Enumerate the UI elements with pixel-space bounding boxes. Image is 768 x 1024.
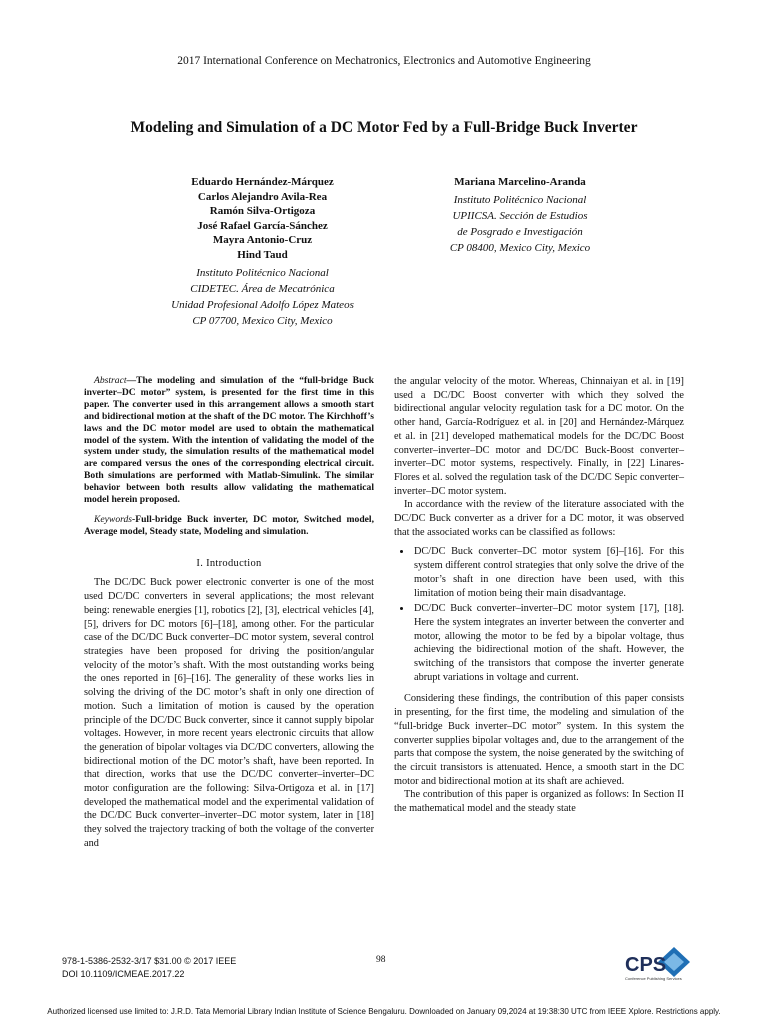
author-name: Hind Taud	[237, 248, 288, 261]
right-column	[394, 375, 684, 816]
cps-logo	[624, 945, 694, 983]
author-name: Eduardo Hernández-Márquez	[191, 176, 334, 188]
left-column	[84, 375, 374, 851]
author-name: José Rafael García-Sánchez	[197, 219, 328, 232]
bullet-item: • DC/DC Buck converter–inverter–DC motor system [17], [18]. Here the system integrates an inverter between the converter and motor, allowing the motor to be fed by a bipolar voltage, thus achieving the bidirectional motion of the shaft. However, the switching of the transistors that compose the inverter generate abrupt variations in voltage and current.	[412, 602, 684, 684]
authorization-notice: Authorized licensed use limited to: J.R.D. Tata Memorial Library Indian Institute of Science Bengaluru. Downloaded on January 09,2024 at 19:38:30 UTC from IEEE Xplore. Restrictions apply.	[47, 1007, 721, 1016]
affiliation-right	[420, 192, 620, 256]
author-name: Ramón Silva-Ortigoza	[209, 205, 316, 218]
author-name: Carlos Alejandro Avila-Rea	[197, 190, 328, 203]
affiliation-line: Instituto Politécnico Nacional	[196, 266, 329, 279]
keywords-label: Keywords	[94, 513, 133, 525]
isbn-line: 978-1-5386-2532-3/17 $31.00 © 2017 IEEE	[62, 956, 237, 966]
paragraph: Considering these findings, the contribution of this paper consists in presenting, for the first time, the modeling and simulation of the “full-bridge Buck inverter–DC motor” system. In this system the converter supplies bipolar voltages and, due to the arrangement of the parts that compose the system, the noise generated by the switching of the circuit transistors is attenuated. Hence, a smooth start in the DC motor and bidirectional motion at its shaft are achieved.	[394, 693, 684, 787]
abstract-text: —The modeling and simulation of the “full-bridge Buck inverter–DC motor” system, is presented for the first time in this paper. The converter used in this arrangement allows a smooth start and bidirectional motion at the shaft of the DC motor. The Kirchhoff’s laws and the DC motor model are used to obtain the mathematical model of the system. With the intention of validating the model of the system under study, the simulation results of the mathematical model are compared versus the ones of the corresponding electrical circuit. Both simulations are performed with Matlab-Simulink. The similar behavior between both results allow validating the mathematical model herein proposed.	[84, 375, 374, 506]
paper-title: Modeling and Simulation of a DC Motor Fed by a Full-Bridge Buck Inverter	[130, 119, 638, 136]
section-heading: I. Introduction	[196, 557, 262, 569]
page-number: 98	[376, 955, 386, 965]
abstract-label: Abstract	[94, 375, 127, 386]
affiliation-left	[150, 265, 375, 329]
author-block-right	[420, 175, 620, 256]
intro-paragraph: The DC/DC Buck power electronic converter is one of the most used DC/DC converters in several applications; the most relevant being: renewable energies [1], robotics [2], [3], electrical vehicles [4], [5], drivers for DC motors [6]–[18], among other. For the particular case of the DC/DC Buck converter–DC motor system, several control strategies have been proposed for driving the position/angular velocity of the motor’s shaft. With the most outstanding works being the ones reported in [6]–[16]. The generality of these works lies in solving the driving of the DC motor’s shaft in only one direction of motion. Such a limitation of motion is caused by the operation principle of the DC/DC Buck converter, since it cannot supply bipolar voltages. However, in more recent years electronic circuits that allow the generation of bipolar voltages via DC/DC converters, allowing the bidirectional motion of the DC motor’s shaft, have been reported. In that direction, works that use the DC/DC converter–inverter–DC motor configuration are the following: Silva-Ortigoza et al. in [17] developed the mathematical model and the experimental validation of the DC/DC Buck converter–inverter–DC motor system, later in [18] they solved the trajectory tracking of both the voltage of the converter and	[84, 577, 374, 849]
author-name: Mariana Marcelino-Aranda	[454, 176, 586, 188]
affiliation-line: Unidad Profesional Adolfo López Mateos	[171, 298, 354, 311]
affiliation-line: CIDETEC. Área de Mecatrónica	[190, 282, 335, 295]
logo-text: CPS	[625, 954, 667, 976]
doi-line: DOI 10.1109/ICMEAE.2017.22	[62, 969, 185, 979]
paragraph: The contribution of this paper is organized as follows: In Section II the mathematical model and the steady state	[394, 789, 684, 815]
affiliation-line: UPIICSA. Sección de Estudios	[452, 209, 588, 222]
cps-logo-icon	[624, 945, 694, 983]
bullet-item: • DC/DC Buck converter–DC motor system [6]–[16]. For this system different control strategies that only solve the drive of the motor’s shaft in one direction have been used, with this limitation of motion being their main disadvantage.	[412, 545, 684, 600]
author-name: Mayra Antonio-Cruz	[212, 234, 313, 247]
logo-subtext: Conference Publishing Services	[625, 976, 682, 981]
paragraph-continued: the angular velocity of the motor. Whereas, Chinnaiyan et al. in [19] used a DC/DC Boost converter with which they solved the bidirectional angular velocity regulation task for a DC motor. On the other hand, García-Rodríguez et al. in [20] and Hernández-Márquez et al. in [21] developed mathematical models for the DC/DC Boost converter–inverter–DC motor and DC/DC Buck-Boost converter–inverter–DC motor systems, respectively. Finally, in [22] Linares-Flores et al. solved the regulation task of the DC/DC Sepic converter–inverter–DC motor system.	[394, 376, 684, 497]
keywords	[84, 514, 374, 538]
conference-header: 2017 International Conference on Mechatronics, Electronics and Automotive Engineering	[177, 55, 591, 67]
affiliation-line: Instituto Politécnico Nacional	[453, 193, 587, 206]
keywords-text: -Full-bridge Buck inverter, DC motor, Switched model, Average model, Steady state, Modeling and simulation.	[84, 513, 374, 537]
bullet-list	[394, 545, 684, 684]
footer-left	[62, 955, 236, 981]
author-block-left	[150, 175, 375, 329]
paragraph: In accordance with the review of the literature associated with the DC/DC Buck converter as a driver for a DC motor, it was observed that the associated works can be classified as follows:	[394, 499, 684, 538]
affiliation-line: de Posgrado e Investigación	[457, 225, 583, 238]
affiliation-line: CP 08400, Mexico City, Mexico	[449, 241, 591, 254]
affiliation-line: CP 07700, Mexico City, Mexico	[192, 314, 333, 327]
abstract	[84, 375, 374, 506]
